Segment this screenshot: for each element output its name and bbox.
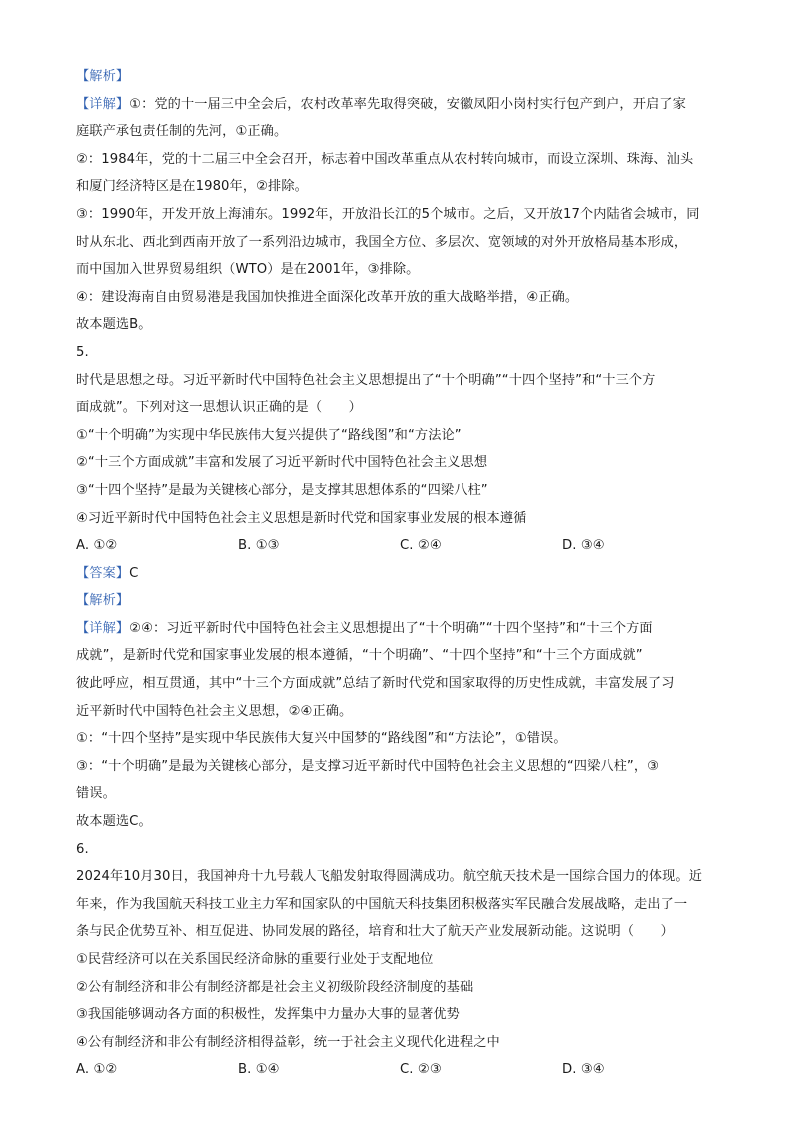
- option-b: B. ①④: [238, 1062, 280, 1078]
- analysis-label: 【解析】: [76, 593, 130, 609]
- conclusion: 故本题选C。: [76, 814, 152, 830]
- option-a: A. ①②: [76, 538, 118, 554]
- statement: ③“十四个坚持”是最为关键核心部分，是支撑其思想体系的“四梁八柱”: [76, 482, 488, 498]
- detail-text: ②④：习近平新时代中国特色社会主义思想提出了“十个明确”“十四个坚持”和“十三个方面: [129, 620, 653, 636]
- statement: ①“十个明确”为实现中华民族伟大复兴提供了“路线图”和“方法论”: [76, 427, 462, 443]
- detail-text: ①：党的十一届三中全会后，农村改革率先取得突破，安徽凤阳小岗村实行包产到户，开启了家: [129, 96, 686, 112]
- option-a: A. ①②: [76, 1062, 118, 1078]
- answer-options: [76, 1056, 726, 1084]
- detail-line: [76, 91, 726, 119]
- statement: ②“十三个方面成就”丰富和发展了习近平新时代中国特色社会主义思想: [76, 455, 488, 471]
- option-c: C. ②④: [400, 538, 442, 554]
- statement: ④公有制经济和非公有制经济相得益彰，统一于社会主义现代化进程之中: [76, 1034, 500, 1050]
- detail-line: 时从东北、西北到西南开放了一系列沿边城市，我国全方位、多层次、宽领域的对外开放格局基本形成，: [76, 234, 688, 250]
- conclusion: 故本题选B。: [76, 317, 152, 333]
- question-stem: 年来，作为我国航天科技工业主力军和国家队的中国航天科技集团积极落实军民融合发展战略，走出了一: [76, 896, 688, 912]
- detail-line: 错误。: [76, 786, 116, 802]
- detail-label: 【详解】: [76, 620, 130, 636]
- detail-line: 近平新时代中国特色社会主义思想，②④正确。: [76, 703, 353, 719]
- answer-options: [76, 532, 726, 560]
- detail-line: ①：“十四个坚持”是实现中华民族伟大复兴中国梦的“路线图”和“方法论”，①错误。: [76, 731, 567, 747]
- detail-line: ②：1984年，党的十二届三中全会召开，标志着中国改革重点从农村转向城市，而设立深圳、珠海、汕头: [76, 151, 694, 167]
- detail-line: [76, 615, 726, 643]
- detail-line: 和厦门经济特区是在1980年，②排除。: [76, 179, 308, 195]
- question-stem: 条与民企优势互补、相互促进、协同发展的路径，培育和壮大了航天产业发展新动能。这说明（ ）: [76, 924, 674, 940]
- detail-line: ④：建设海南自由贸易港是我国加快推进全面深化改革开放的重大战略举措，④正确。: [76, 289, 579, 305]
- detail-line: 成就”，是新时代党和国家事业发展的根本遵循，“十个明确”、“十四个坚持”和“十三个方面成就”: [76, 648, 643, 664]
- answer-label: 【答案】: [76, 565, 130, 581]
- question-stem: 2024年10月30日，我国神舟十九号载人飞船发射取得圆满成功。航空航天技术是一国综合国力的体现。近: [76, 869, 702, 885]
- detail-line: 庭联产承包责任制的先河，①正确。: [76, 124, 288, 140]
- detail-line: ③：“十个明确”是最为关键核心部分，是支撑习近平新时代中国特色社会主义思想的“四梁八柱”，③: [76, 758, 660, 774]
- option-b: B. ①③: [238, 538, 280, 554]
- question-number: 6.: [76, 841, 89, 857]
- statement: ④习近平新时代中国特色社会主义思想是新时代党和国家事业发展的根本遵循: [76, 510, 527, 526]
- analysis-label: 【解析】: [76, 69, 130, 84]
- option-d: D. ③④: [562, 1062, 605, 1078]
- option-d: D. ③④: [562, 538, 605, 554]
- statement: ③我国能够调动各方面的积极性，发挥集中力量办大事的显著优势: [76, 1007, 460, 1023]
- detail-label: 【详解】: [76, 96, 130, 112]
- answer-line: [76, 560, 726, 588]
- statement: ①民营经济可以在关系国民经济命脉的重要行业处于支配地位: [76, 952, 434, 967]
- document-content: [76, 63, 726, 1084]
- detail-line: 彼此呼应，相互贯通，其中“十三个方面成就”总结了新时代党和国家取得的历史性成就，丰富发展了习: [76, 676, 675, 692]
- question-stem: 时代是思想之母。习近平新时代中国特色社会主义思想提出了“十个明确”“十四个坚持”和“十三个方: [76, 372, 656, 388]
- question-stem: 面成就”。下列对这一思想认识正确的是（ ）: [76, 400, 362, 416]
- question-number: 5.: [76, 344, 89, 360]
- option-c: C. ②③: [400, 1062, 442, 1078]
- detail-line: ③：1990年，开发开放上海浦东。1992年，开放沿长江的5个城市。之后，又开放17个内陆省会城市，同: [76, 206, 700, 222]
- detail-line: 而中国加入世界贸易组织（WTO）是在2001年，③排除。: [76, 262, 420, 278]
- statement: ②公有制经济和非公有制经济都是社会主义初级阶段经济制度的基础: [76, 979, 474, 995]
- answer-value: C: [129, 565, 139, 581]
